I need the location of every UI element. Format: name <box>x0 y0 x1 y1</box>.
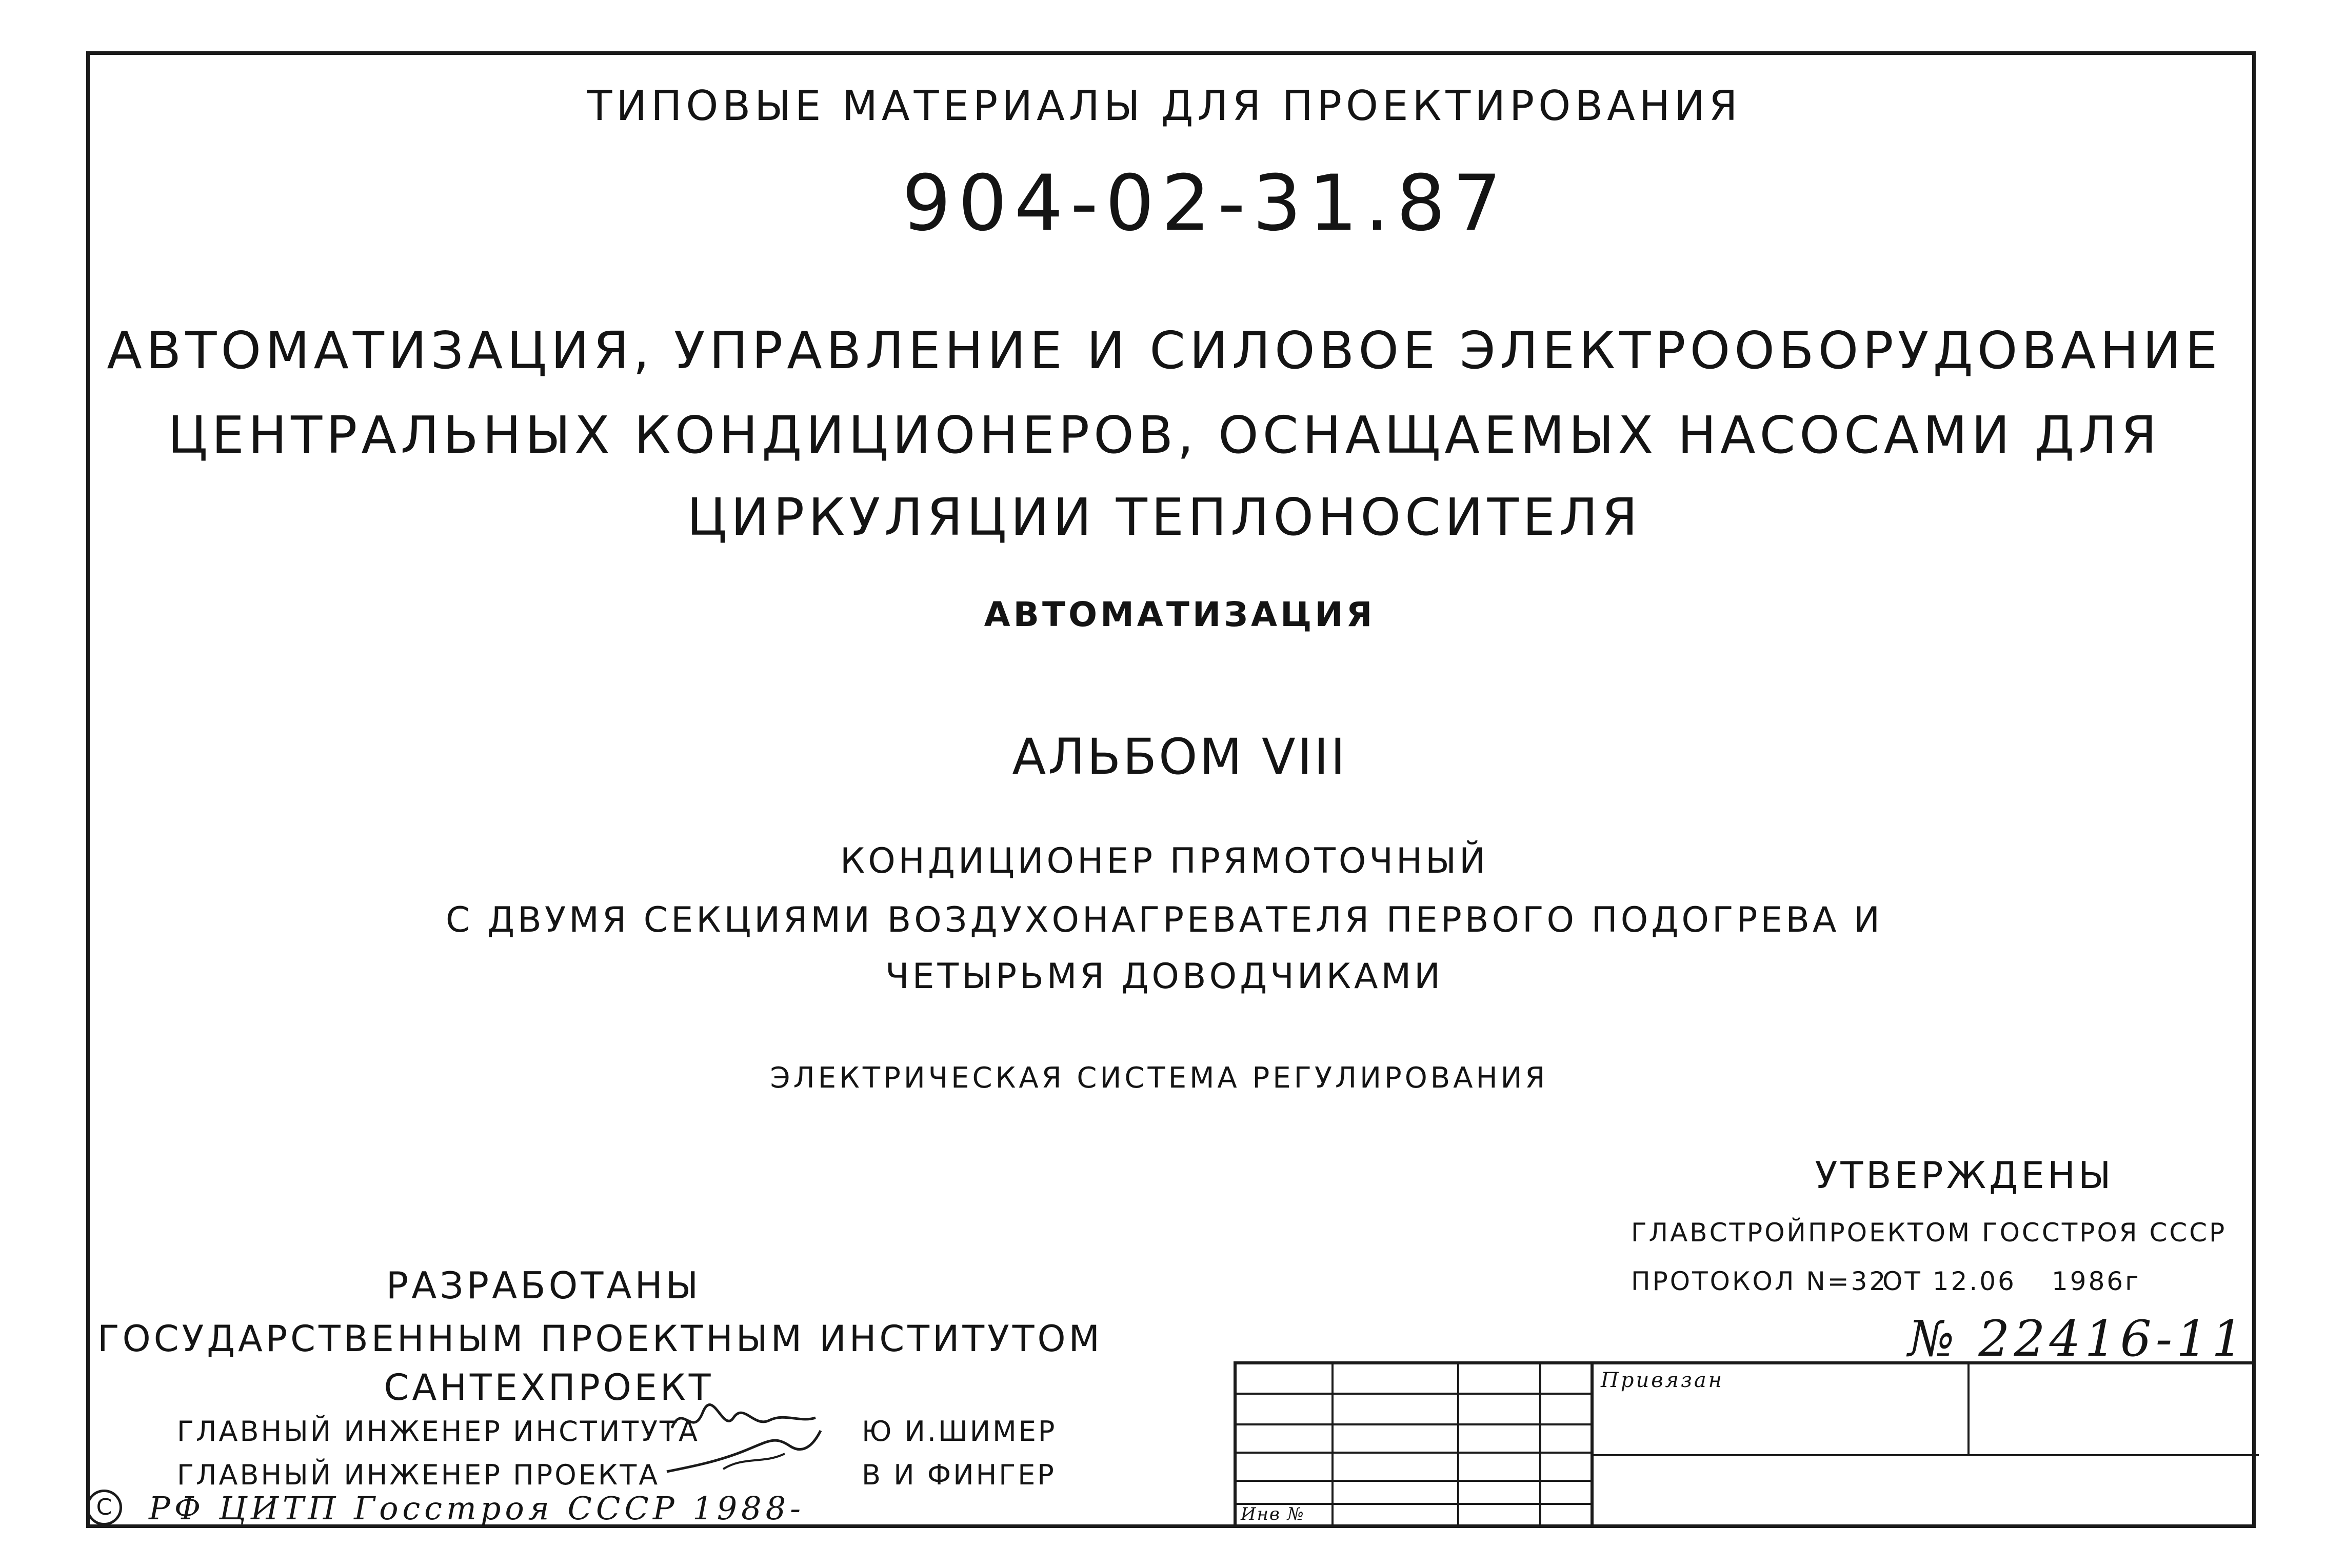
description-line-1: КОНДИЦИОНЕР ПРЯМОТОЧНЫЙ <box>840 841 1489 881</box>
section-title: АВТОМАТИЗАЦИЯ <box>984 595 1376 634</box>
album-number: АЛЬБОМ VIII <box>1012 728 1347 786</box>
copyright-icon: C <box>86 1490 122 1525</box>
document-code: 904-02-31.87 <box>902 159 1509 248</box>
chief-engineer-project-label: ГЛАВНЫЙ ИНЖЕНЕР ПРОЕКТА <box>177 1459 660 1491</box>
approved-heading: УТВЕРЖДЕНЫ <box>1815 1154 2114 1197</box>
title-line-2: ЦЕНТРАЛЬНЫХ КОНДИЦИОНЕРОВ, ОСНАЩАЕМЫХ НАСОСАМИ ДЛЯ <box>168 405 2161 465</box>
title-line-3: ЦИРКУЛЯЦИИ ТЕПЛОНОСИТЕЛЯ <box>687 487 1642 547</box>
privyazan-label: Привязан <box>1601 1369 1724 1392</box>
copyright-text: РФ ЦИТП Госстроя СССР 1988- <box>149 1490 805 1527</box>
approval-protocol: ПРОТОКОЛ N=32 <box>1631 1267 1888 1296</box>
title-line-1: АВТОМАТИЗАЦИЯ, УПРАВЛЕНИЕ И СИЛОВОЕ ЭЛЕКТРООБОРУДОВАНИЕ <box>107 320 2222 380</box>
developer-org-line-2: САНТЕХПРОЕКТ <box>384 1366 714 1409</box>
approved-organization: ГЛАВСТРОЙПРОЕКТОМ ГОССТРОЯ СССР <box>1631 1218 2227 1248</box>
developer-org-line-1: ГОСУДАРСТВЕННЫМ ПРОЕКТНЫМ ИНСТИТУТОМ <box>97 1318 1103 1360</box>
description-line-3: ЧЕТЫРЬМЯ ДОВОДЧИКАМИ <box>885 956 1444 997</box>
approval-date: ОТ 12.06 <box>1882 1267 2016 1296</box>
chief-engineer-project-name: В И ФИНГЕР <box>862 1459 1056 1491</box>
system-title: ЭЛЕКТРИЧЕСКАЯ СИСТЕМА РЕГУЛИРОВАНИЯ <box>770 1061 1548 1095</box>
approval-year: 1986г <box>2052 1267 2141 1296</box>
chief-engineer-institute-label: ГЛАВНЫЙ ИНЖЕНЕР ИНСТИТУТА <box>177 1415 700 1448</box>
developed-heading: РАЗРАБОТАНЫ <box>386 1264 702 1307</box>
chief-engineer-institute-name: Ю И.ШИМЕР <box>862 1415 1057 1448</box>
registration-number: № 22416-11 <box>1908 1310 2248 1368</box>
stamp-table <box>1234 1361 2256 1528</box>
signature-2 <box>662 1425 826 1482</box>
description-line-2: С ДВУМЯ СЕКЦИЯМИ ВОЗДУХОНАГРЕВАТЕЛЯ ПЕРВОГО ПОДОГРЕВА И <box>445 900 1883 940</box>
series-heading: ТИПОВЫЕ МАТЕРИАЛЫ ДЛЯ ПРОЕКТИРОВАНИЯ <box>587 82 1742 130</box>
inventory-number-label: Инв № <box>1241 1504 1305 1524</box>
